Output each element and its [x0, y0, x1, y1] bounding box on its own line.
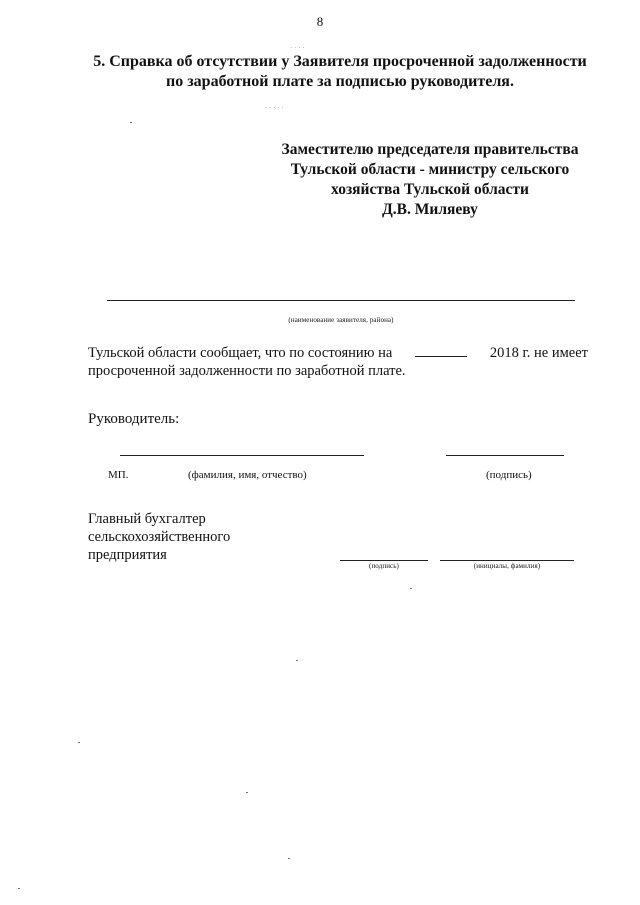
page-number: 8 — [316, 14, 324, 29]
accountant-line-2: сельскохозяйственного — [88, 529, 231, 545]
accountant-signature-caption: (подпись) — [369, 562, 399, 570]
statement-part-1: Тульской области сообщает, что по состоянию на — [88, 345, 393, 361]
statement-part-2: 2018 г. не имеет — [489, 345, 588, 361]
scan-speck — [78, 742, 80, 743]
scan-speck — [130, 122, 132, 123]
heading-line-2: по заработной плате за подписью руководителя. — [166, 73, 514, 90]
director-signature-caption: (подпись) — [486, 469, 532, 481]
statement-line-2: просроченной задолженности по заработной плате. — [88, 363, 406, 379]
director-name-caption: (фамилия, имя, отчество) — [188, 469, 307, 481]
scan-speck — [288, 858, 290, 859]
date-blank — [415, 344, 467, 357]
accountant-line-3: предприятия — [88, 547, 167, 563]
accountant-line-1: Главный бухгалтер — [88, 511, 206, 527]
applicant-caption: (наименование заявителя, района) — [288, 316, 394, 324]
addressee-line-1: Заместителю председателя правительства — [281, 141, 579, 158]
applicant-name-line — [107, 300, 575, 301]
accountant-name-line — [440, 560, 574, 561]
director-signature-line — [446, 455, 564, 456]
director-name-line — [120, 455, 364, 456]
scan-speck — [296, 660, 298, 661]
addressee-line-3: хозяйства Тульской области — [331, 181, 529, 198]
accountant-label — [88, 510, 230, 564]
scan-speck — [410, 588, 412, 589]
statement-text — [88, 344, 588, 380]
addressee-block — [280, 140, 580, 220]
faint-mark: · · · · · — [265, 104, 284, 112]
scan-speck — [246, 792, 248, 793]
heading-line-1: 5. Справка об отсутствии у Заявителя просроченной задолженности — [93, 53, 587, 70]
addressee-line-2: Тульской области - министру сельского — [290, 161, 570, 178]
scan-speck — [18, 888, 20, 889]
accountant-signature-line — [340, 560, 428, 561]
director-label: Руководитель: — [88, 411, 180, 427]
addressee-line-4: Д.В. Миляеву — [382, 201, 478, 218]
stamp-place-label: МП. — [108, 469, 129, 481]
document-heading — [70, 52, 610, 92]
accountant-name-caption: (инициалы, фамилия) — [473, 562, 541, 570]
faint-mark: · · · · — [290, 44, 305, 52]
